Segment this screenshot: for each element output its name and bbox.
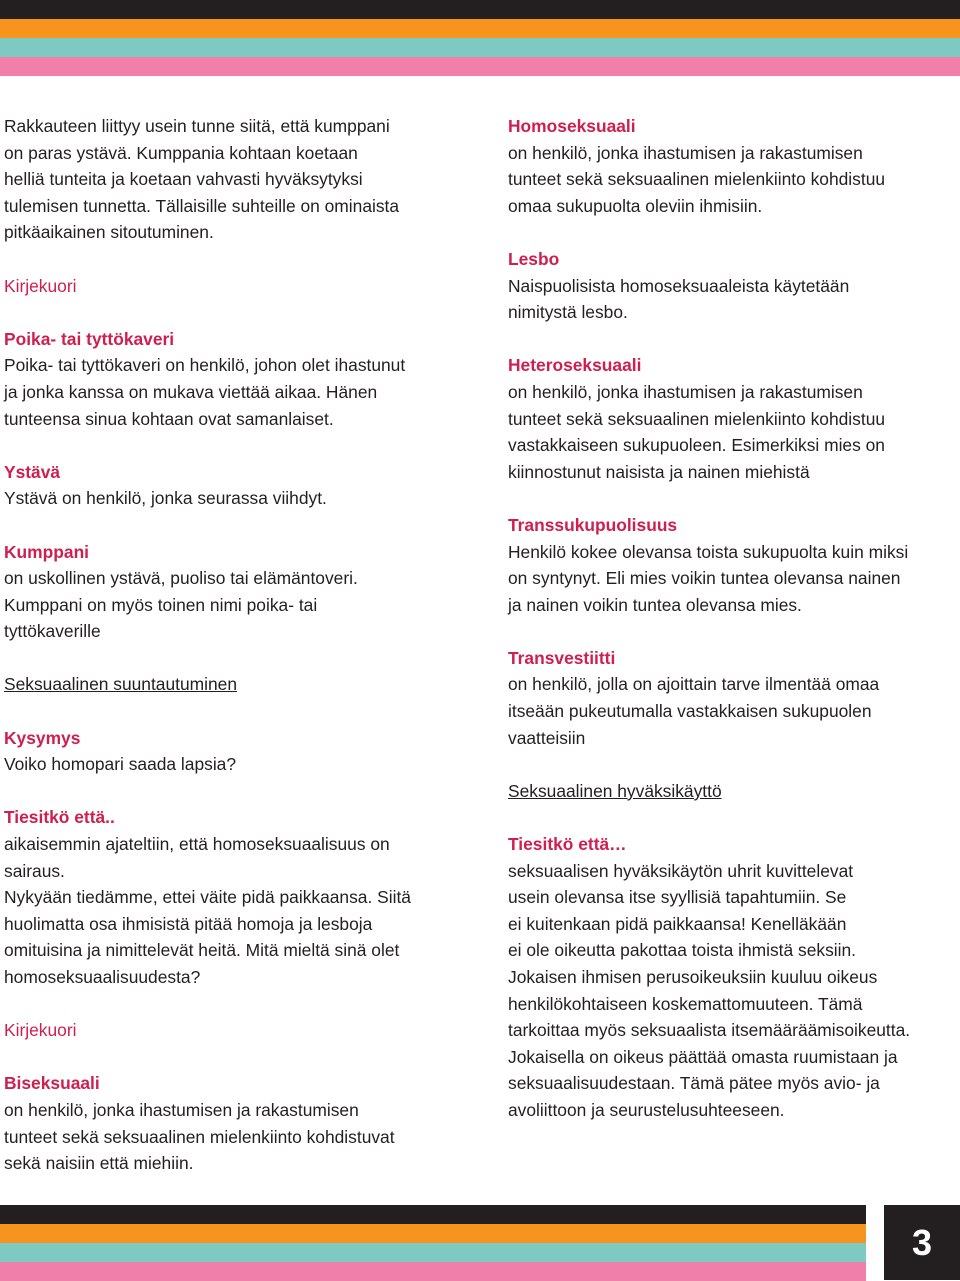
lesbo-heading: Lesbo (508, 248, 560, 269)
page-number: 3 (884, 1205, 960, 1280)
stripe-orange (0, 1224, 866, 1243)
seksuaalinen-suuntautuminen-link[interactable]: Seksuaalinen suuntautuminen (4, 674, 238, 695)
poika-text: Poika- tai tyttökaveri on henkilö, johon olet ihastunut ja jonka kanssa on mukava viettää aikaa. Hänen tunteensa sinua kohtaan ovat samanlaiset. (4, 355, 406, 429)
homo-heading: Homoseksuaali (508, 116, 636, 136)
hetero-heading: Heteroseksuaali (508, 355, 642, 376)
stripe-black (0, 0, 960, 19)
kysymys-heading: Kysymys (4, 727, 81, 748)
kirjekuori-heading-2: Kirjekuori (4, 1020, 77, 1041)
bi-heading: Biseksuaali (4, 1073, 100, 1094)
trans-text: Henkilö kokee olevansa toista sukupuolta kuin miksi on syntynyt. Eli mies voikin tuntea olevansa nainen ja nainen voikin tuntea olevansa mies. (508, 541, 909, 615)
right-column (508, 113, 958, 1124)
left-column (4, 113, 482, 1177)
bottom-stripes (0, 1205, 866, 1281)
trans-heading: Transsukupuolisuus (508, 514, 678, 535)
stripe-black (0, 1205, 866, 1224)
kumppani-heading: Kumppani (4, 541, 90, 562)
ystava-text: Ystävä on henkilö, jonka seurassa viihdyt. (4, 488, 327, 509)
tiesitko-text: aikaisemmin ajateltiin, että homoseksuaalisuus on sairaus. Nykyään tiedämme, ettei väite pidä paikkaansa. Siitä huolimatta osa ihmisistä pitää homoja ja lesboja omituisina ja nimittelevät heitä. Mitä mieltä sinä olet homoseksuaalisuudesta? (4, 834, 411, 987)
transv-heading: Transvestiitti (508, 647, 616, 668)
kirjekuori-heading: Kirjekuori (4, 275, 77, 296)
top-stripes (0, 0, 960, 76)
tiesitko-heading-right: Tiesitkö että… (508, 834, 627, 855)
lesbo-text: Naispuolisista homoseksuaaleista käytetään nimitystä lesbo. (508, 275, 850, 323)
stripe-pink (0, 57, 960, 76)
transv-text: on henkilö, jolla on ajoittain tarve ilmentää omaa itseään pukeutumalla vastakkaisen sukupuolen vaatteisiin (508, 674, 880, 748)
hyvaksikaytto-link[interactable]: Seksuaalinen hyväksikäyttö (508, 780, 722, 801)
homo-text: on henkilö, jonka ihastumisen ja rakastumisen tunteet sekä seksuaalinen mielenkiinto kohdistuu omaa sukupuolta oleviin ihmisiin. (508, 142, 886, 216)
bi-text: on henkilö, jonka ihastumisen ja rakastumisen tunteet sekä seksuaalinen mielenkiinto kohdistuvat sekä naisiin että miehiin. (4, 1099, 395, 1174)
stripe-teal (0, 38, 960, 57)
stripe-pink (0, 1262, 866, 1281)
kumppani-text: on uskollinen ystävä, puoliso tai elämäntoveri. Kumppani on myös toinen nimi poika- tai tyttökaverille (4, 568, 358, 642)
tiesitko-heading: Tiesitkö että.. (4, 807, 115, 828)
kysymys-text: Voiko homopari saada lapsia? (4, 754, 237, 775)
hetero-text: on henkilö, jonka ihastumisen ja rakastumisen tunteet sekä seksuaalinen mielenkiinto kohdistuu vastakkaiseen sukupuoleen. Esimerkiksi mies on kiinnostunut naisista ja nainen miehistä (508, 381, 886, 482)
stripe-teal (0, 1243, 866, 1262)
poika-heading: Poika- tai tyttökaveri (4, 328, 175, 349)
intro-paragraph: Rakkauteen liittyy usein tunne siitä, että kumppani on paras ystävä. Kumppania kohtaan koetaan helliä tunteita ja koetaan vahvasti hyväksytyksi tulemisen tunnetta. Tällaisille suhteille on ominaista pitkäaikainen sitoutuminen. (4, 116, 400, 243)
ystava-heading: Ystävä (4, 461, 61, 482)
tiesitko-text-right: seksuaalisen hyväksikäytön uhrit kuvittelevat usein olevansa itse syyllisiä tapahtumiin. Se ei kuitenkaan pidä paikkaansa! Kenelläkään ei ole oikeutta pakottaa toista ihmistä seksiin. Jokaisen ihmisen perusoikeuksiin kuuluu oikeus henkilökohtaiseen koskemattomuuteen. Tämä tarkoittaa myös seksuaalista itsemääräämisoikeutta. Jokaisella on oikeus päättää omasta ruumistaan ja seksuaalisuudestaan. Tämä pätee myös avio- ja avoliittoon ja seurustelusuhteeseen. (508, 860, 911, 1120)
stripe-orange (0, 19, 960, 38)
